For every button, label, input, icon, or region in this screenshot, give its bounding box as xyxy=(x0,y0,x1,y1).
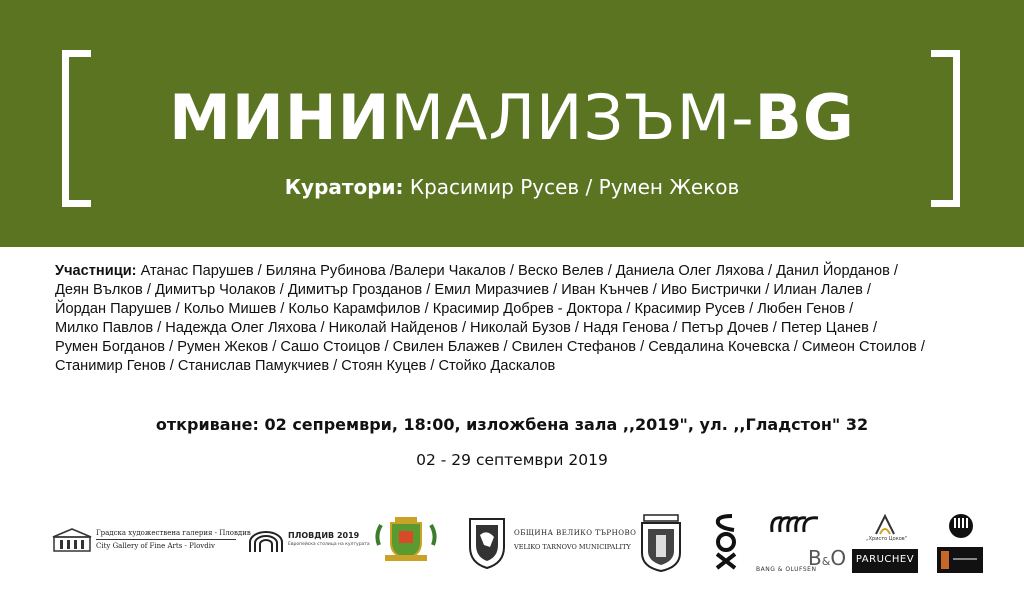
arches-icon xyxy=(248,530,284,552)
gallery-building-icon xyxy=(52,527,92,553)
opening-info: откриване: 02 сепрември, 18:00, изложбена зала ,,2019", ул. ,,Гладстон" 32 xyxy=(155,415,869,434)
title-light-part: МАЛИЗЪМ- xyxy=(390,81,755,154)
veliko-tarnovo-logo xyxy=(468,513,637,569)
apple-style-logo xyxy=(768,512,824,536)
exhibition-dates: 02 - 29 септември 2019 xyxy=(416,451,608,469)
participants-line: Йордан Парушев / Кольо Мишев / Кольо Карамфилов / Красимир Добрев - Доктора / Красимир Русев / Любен Генов / xyxy=(55,301,854,317)
participants-label: Участници: xyxy=(55,263,137,279)
participants-line: Станимир Генов / Станислав Памукчиев / Стоян Куцев / Стойко Даскалов xyxy=(55,358,556,374)
plovdiv-coat-of-arms xyxy=(375,515,437,563)
coat-of-arms-icon xyxy=(375,515,437,563)
gallery-divider xyxy=(96,539,236,540)
hristo-tsokov-logo xyxy=(862,512,908,544)
gallery-plovdiv-logo xyxy=(52,527,251,555)
dark-square-icon xyxy=(937,547,983,573)
sox-logo xyxy=(712,512,740,570)
vt-crest-icon xyxy=(468,513,506,569)
title-suffix: BG xyxy=(754,81,855,154)
gallery-name-bg: Градска художествена галерия - Пловдив xyxy=(96,529,251,537)
gallery-name-en: City Gallery of Fine Arts - Plovdiv xyxy=(96,542,215,550)
curators-names: Красимир Русев / Румен Жеков xyxy=(409,175,740,199)
crest-icon xyxy=(638,513,684,573)
sox-icon xyxy=(712,512,740,570)
plovdiv-2019-text: ПЛОВДИВ 2019 xyxy=(288,531,360,540)
paruchev-logo xyxy=(852,549,918,573)
exhibition-title xyxy=(0,78,1024,158)
hristo-arch-icon xyxy=(862,512,908,536)
paruchev-text: PARUCHEV xyxy=(855,554,915,565)
curators-line xyxy=(0,172,1024,202)
vt-name-en: VELIKO TARNOVO MUNICIPALITY xyxy=(514,543,631,551)
script-brand-icon xyxy=(768,512,824,536)
curators-label: Куратори: xyxy=(284,175,404,199)
plovdiv-2019-subtext: Европейска столица на културата xyxy=(288,542,370,547)
participants-line: Деян Вълков / Димитър Чолаков / Димитър Грозданов / Емил Миразчиев / Иван Кънчев / Иво Бистрички / Илиан Лалев / xyxy=(55,282,871,298)
bo-text: BANG & OLUFSEN xyxy=(756,566,817,573)
plovdiv-2019-logo xyxy=(248,530,370,554)
header-banner xyxy=(0,0,1024,247)
hristo-text: „Христо Цоков" xyxy=(866,536,908,542)
participants-line: Милко Павлов / Надежда Олег Ляхова / Николай Найденов / Николай Бузов / Надя Генова / Петър Дочев / Петер Цанев / xyxy=(55,320,878,336)
emblem-icon xyxy=(946,512,976,540)
participants-line: Румен Богданов / Румен Жеков / Сашо Стоицов / Свилен Блажев / Свилен Стефанов / Севдалина Кочевска / Симеон Стоилов / xyxy=(55,339,925,355)
bo-mark-icon: B&O xyxy=(808,546,847,570)
ornate-crest-logo xyxy=(638,513,684,573)
participants-line xyxy=(55,262,985,281)
participants-names: Атанас Парушев / Биляна Рубинова /Валери Чакалов / Веско Велев / Даниела Олег Ляхова / Данил Йорданов / xyxy=(140,263,898,279)
title-bold-part: МИНИ xyxy=(169,81,391,154)
participants-block xyxy=(55,262,985,376)
vt-name-bg: ОБЩИНА ВЕЛИКО ТЪРНОВО xyxy=(514,529,637,537)
bang-olufsen-logo xyxy=(756,546,847,576)
round-emblem-logo xyxy=(946,512,976,540)
dark-square-logo xyxy=(937,547,983,573)
